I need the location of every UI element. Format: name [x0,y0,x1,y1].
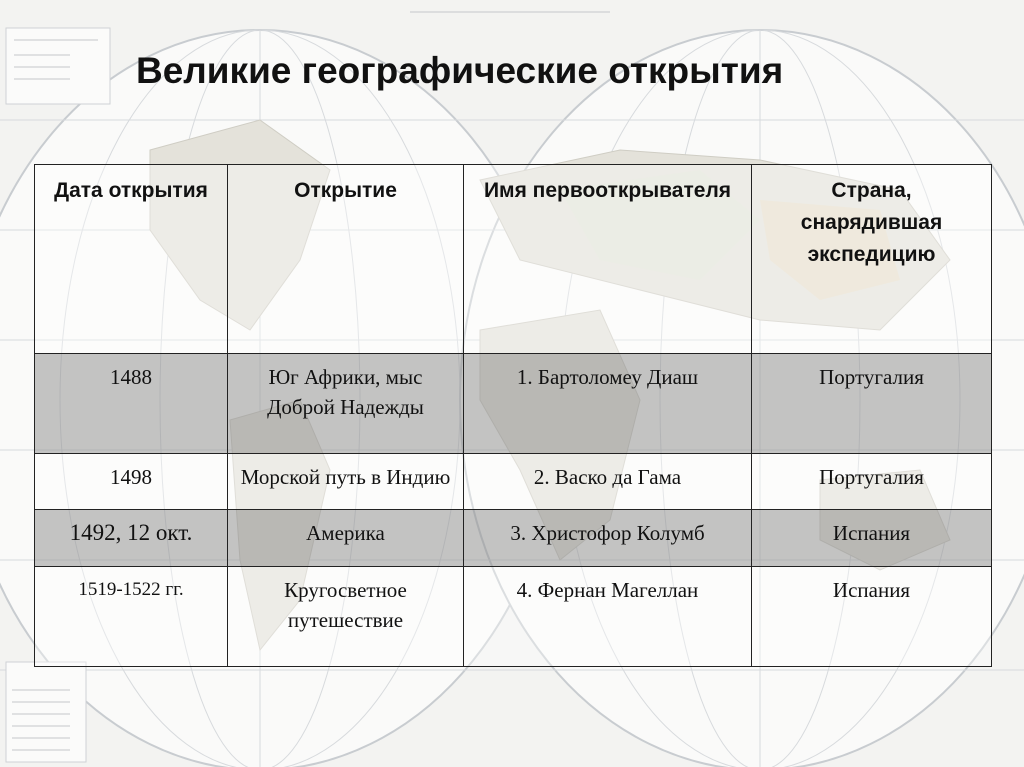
cell-explorer: 2. Васко да Гама [464,453,752,510]
table-row [35,566,992,666]
cell-date: 1519-1522 гг. [35,566,228,666]
page-title: Великие географические открытия [136,50,784,91]
cell-date: 1488 [35,354,228,454]
cell-explorer: 3. Христофор Колумб [464,510,752,567]
cell-explorer: 4. Фернан Магеллан [464,566,752,666]
discoveries-table [34,164,992,667]
cell-discovery: Кругосветное путешествие [228,566,464,666]
table-row [35,510,992,567]
cell-date: 1492, 12 окт. [35,510,228,567]
cell-country: Испания [752,510,992,567]
cell-country: Португалия [752,354,992,454]
cell-explorer: 1. Бартоломеу Диаш [464,354,752,454]
cell-discovery: Америка [228,510,464,567]
table-header-row [35,165,992,354]
cell-discovery: Морской путь в Индию [228,453,464,510]
cell-date: 1498 [35,453,228,510]
cell-country: Португалия [752,453,992,510]
cell-discovery: Юг Африки, мыс Доброй Надежды [228,354,464,454]
cell-country: Испания [752,566,992,666]
header-country: Страна, снарядившая экспедицию [752,165,992,354]
table-row [35,453,992,510]
table-row [35,354,992,454]
header-discovery: Открытие [228,165,464,354]
header-explorer: Имя первооткрывателя [464,165,752,354]
header-date: Дата открытия [35,165,228,354]
